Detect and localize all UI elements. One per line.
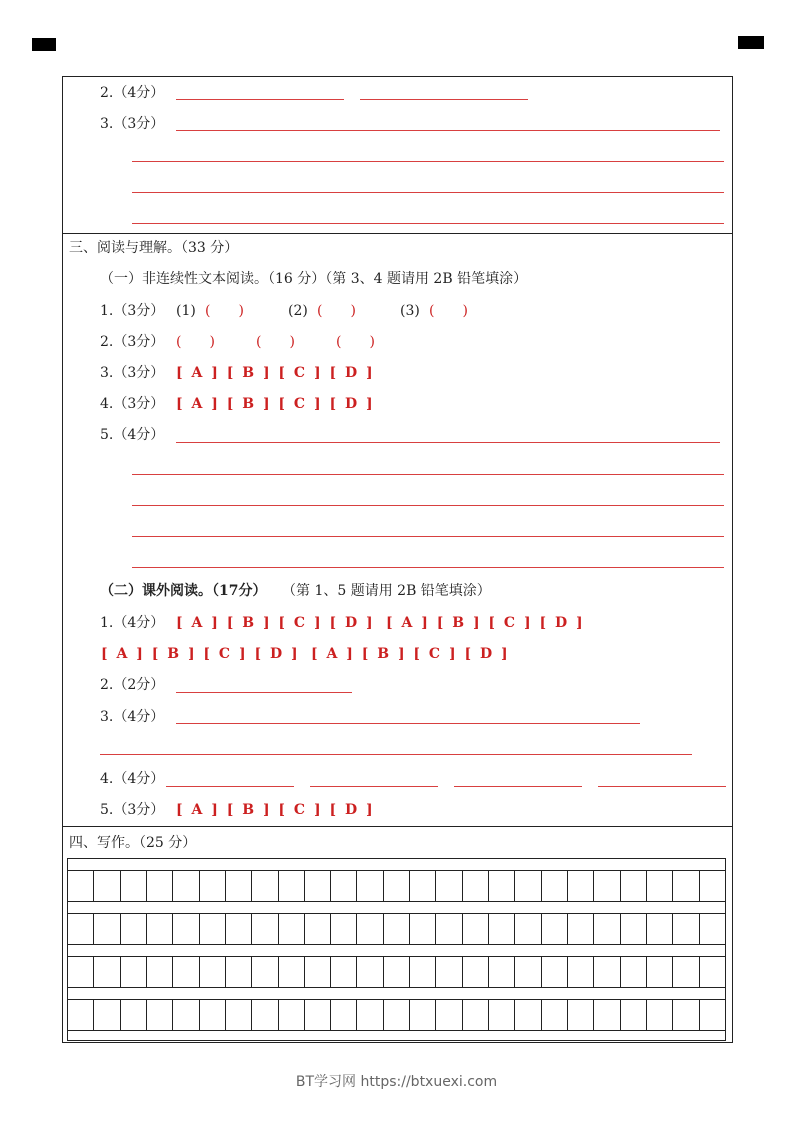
part1-q1-paren-1[interactable]: ( )	[205, 303, 244, 319]
grid-cell[interactable]	[305, 957, 331, 987]
q3-answer-line-3[interactable]	[132, 192, 724, 193]
grid-cell[interactable]	[542, 957, 568, 987]
part2-q5-options[interactable]: [ A ] [ B ] [ C ] [ D ]	[176, 802, 375, 818]
grid-row-2[interactable]	[68, 913, 725, 945]
q3-answer-line-2[interactable]	[132, 161, 724, 162]
grid-cell[interactable]	[700, 1000, 725, 1030]
grid-cell[interactable]	[436, 914, 462, 944]
grid-cell[interactable]	[94, 871, 120, 901]
grid-cell[interactable]	[279, 957, 305, 987]
grid-cell[interactable]	[68, 957, 94, 987]
grid-cell[interactable]	[621, 871, 647, 901]
part1-q1-sub3: (3)	[400, 303, 420, 319]
part2-title-bold: （二）课外阅读。（17分）	[100, 583, 267, 599]
grid-cell[interactable]	[331, 957, 357, 987]
grid-cell[interactable]	[357, 1000, 383, 1030]
q3-answer-line-1[interactable]	[176, 130, 720, 131]
grid-cell[interactable]	[673, 871, 699, 901]
grid-cell[interactable]	[621, 957, 647, 987]
q2-label: 2.（4分）	[100, 85, 165, 101]
grid-cell[interactable]	[226, 957, 252, 987]
grid-cell[interactable]	[200, 1000, 226, 1030]
grid-cell[interactable]	[384, 957, 410, 987]
part1-q1-label: 1.（3分）	[100, 303, 165, 319]
part2-title-rest: （第 1、5 题请用 2B 铅笔填涂）	[282, 583, 491, 599]
grid-cell[interactable]	[568, 914, 594, 944]
part2-q1-options-4[interactable]: [ A ] [ B ] [ C ] [ D ]	[311, 646, 510, 662]
q2-answer-line-2[interactable]	[360, 99, 528, 100]
grid-cell[interactable]	[542, 871, 568, 901]
grid-cell[interactable]	[121, 914, 147, 944]
grid-cell[interactable]	[489, 1000, 515, 1030]
grid-cell[interactable]	[384, 1000, 410, 1030]
grid-row-1[interactable]	[68, 870, 725, 902]
grid-cell[interactable]	[410, 871, 436, 901]
part2-q4-line-1[interactable]	[166, 786, 294, 787]
grid-cell[interactable]	[647, 1000, 673, 1030]
part1-q1-paren-3[interactable]: ( )	[429, 303, 468, 319]
grid-cell[interactable]	[542, 1000, 568, 1030]
grid-cell[interactable]	[463, 1000, 489, 1030]
grid-cell[interactable]	[68, 871, 94, 901]
grid-cell[interactable]	[542, 914, 568, 944]
part1-q5-line-1[interactable]	[176, 442, 720, 443]
grid-cell[interactable]	[279, 914, 305, 944]
grid-cell[interactable]	[357, 957, 383, 987]
grid-cell[interactable]	[436, 1000, 462, 1030]
grid-cell[interactable]	[568, 957, 594, 987]
grid-cell[interactable]	[252, 1000, 278, 1030]
grid-cell[interactable]	[331, 871, 357, 901]
grid-cell[interactable]	[410, 957, 436, 987]
grid-cell[interactable]	[700, 957, 725, 987]
grid-row-4[interactable]	[68, 999, 725, 1031]
grid-cell[interactable]	[121, 1000, 147, 1030]
grid-cell[interactable]	[384, 914, 410, 944]
grid-cell[interactable]	[94, 1000, 120, 1030]
part2-q1-options-2[interactable]: [ A ] [ B ] [ C ] [ D ]	[386, 615, 585, 631]
part2-q2-label: 2.（2分）	[100, 677, 165, 693]
grid-cell[interactable]	[94, 957, 120, 987]
grid-cell[interactable]	[568, 1000, 594, 1030]
grid-cell[interactable]	[673, 957, 699, 987]
grid-cell[interactable]	[568, 871, 594, 901]
grid-cell[interactable]	[594, 871, 620, 901]
grid-cell[interactable]	[147, 957, 173, 987]
grid-cell[interactable]	[121, 957, 147, 987]
grid-cell[interactable]	[700, 871, 725, 901]
part1-q5-label: 5.（4分）	[100, 427, 165, 443]
grid-cell[interactable]	[515, 957, 541, 987]
grid-cell[interactable]	[147, 1000, 173, 1030]
section4-title: 四、写作。（25 分）	[69, 835, 197, 851]
part2-q3-line-1[interactable]	[176, 723, 640, 724]
q2-answer-line-1[interactable]	[176, 99, 344, 100]
section3-title: 三、阅读与理解。（33 分）	[69, 240, 239, 256]
grid-cell[interactable]	[252, 871, 278, 901]
part1-q5-line-5[interactable]	[132, 567, 724, 568]
part1-q3-options[interactable]: [ A ] [ B ] [ C ] [ D ]	[176, 365, 375, 381]
grid-cell[interactable]	[252, 914, 278, 944]
grid-cell[interactable]	[173, 871, 199, 901]
grid-cell[interactable]	[647, 914, 673, 944]
part1-q3-label: 3.（3分）	[100, 365, 165, 381]
part1-q4-label: 4.（3分）	[100, 396, 165, 412]
part2-q4-line-4[interactable]	[598, 786, 726, 787]
part1-q2-paren-3[interactable]: ( )	[336, 334, 375, 350]
part2-q3-label: 3.（4分）	[100, 709, 165, 725]
grid-cell[interactable]	[305, 871, 331, 901]
grid-cell[interactable]	[226, 871, 252, 901]
grid-cell[interactable]	[200, 914, 226, 944]
grid-cell[interactable]	[147, 871, 173, 901]
grid-cell[interactable]	[357, 871, 383, 901]
grid-cell[interactable]	[305, 1000, 331, 1030]
grid-cell[interactable]	[673, 914, 699, 944]
part1-q2-paren-2[interactable]: ( )	[256, 334, 295, 350]
grid-cell[interactable]	[621, 914, 647, 944]
grid-cell[interactable]	[515, 1000, 541, 1030]
grid-cell[interactable]	[279, 1000, 305, 1030]
grid-cell[interactable]	[200, 957, 226, 987]
part2-q4-line-3[interactable]	[454, 786, 582, 787]
grid-cell[interactable]	[594, 914, 620, 944]
grid-cell[interactable]	[489, 871, 515, 901]
part2-q5-label: 5.（3分）	[100, 802, 165, 818]
grid-cell[interactable]	[463, 957, 489, 987]
grid-cell[interactable]	[121, 871, 147, 901]
grid-cell[interactable]	[357, 914, 383, 944]
grid-cell[interactable]	[436, 957, 462, 987]
grid-cell[interactable]	[436, 871, 462, 901]
grid-cell[interactable]	[463, 871, 489, 901]
part1-q5-line-2[interactable]	[132, 474, 724, 475]
grid-cell[interactable]	[305, 914, 331, 944]
grid-cell[interactable]	[621, 1000, 647, 1030]
grid-cell[interactable]	[489, 914, 515, 944]
grid-cell[interactable]	[331, 1000, 357, 1030]
grid-cell[interactable]	[68, 914, 94, 944]
grid-cell[interactable]	[463, 914, 489, 944]
grid-cell[interactable]	[226, 1000, 252, 1030]
grid-cell[interactable]	[173, 1000, 199, 1030]
q3-label: 3.（3分）	[100, 116, 165, 132]
part1-q1-sub1: (1)	[176, 303, 196, 319]
part1-q2-paren-1[interactable]: ( )	[176, 334, 215, 350]
part1-q2-label: 2.（3分）	[100, 334, 165, 350]
grid-cell[interactable]	[673, 1000, 699, 1030]
grid-cell[interactable]	[331, 914, 357, 944]
grid-cell[interactable]	[94, 914, 120, 944]
part1-q4-options[interactable]: [ A ] [ B ] [ C ] [ D ]	[176, 396, 375, 412]
part1-q1-sub2: (2)	[288, 303, 308, 319]
grid-cell[interactable]	[515, 914, 541, 944]
part1-title: （一）非连续性文本阅读。（16 分）（第 3、4 题请用 2B 铅笔填涂）	[100, 271, 528, 287]
frame-section-three	[62, 233, 733, 827]
part1-q5-line-3[interactable]	[132, 505, 724, 506]
grid-cell[interactable]	[147, 914, 173, 944]
part2-q1-options-3[interactable]: [ A ] [ B ] [ C ] [ D ]	[101, 646, 300, 662]
grid-cell[interactable]	[489, 957, 515, 987]
grid-cell[interactable]	[410, 914, 436, 944]
part2-q3-line-2[interactable]	[100, 754, 692, 755]
q3-answer-line-4[interactable]	[132, 223, 724, 224]
grid-cell[interactable]	[68, 1000, 94, 1030]
grid-cell[interactable]	[647, 871, 673, 901]
footer-watermark: BT学习网 https://btxuexi.com	[295, 1074, 498, 1090]
grid-cell[interactable]	[700, 914, 725, 944]
part1-q5-line-4[interactable]	[132, 536, 724, 537]
grid-cell[interactable]	[647, 957, 673, 987]
writing-grid	[67, 858, 726, 1041]
part1-q1-paren-2[interactable]: ( )	[317, 303, 356, 319]
grid-cell[interactable]	[594, 957, 620, 987]
part2-q1-label: 1.（4分）	[100, 615, 165, 631]
grid-cell[interactable]	[410, 1000, 436, 1030]
grid-cell[interactable]	[200, 871, 226, 901]
grid-cell[interactable]	[384, 871, 410, 901]
grid-row-3[interactable]	[68, 956, 725, 988]
part2-q1-options-1[interactable]: [ A ] [ B ] [ C ] [ D ]	[176, 615, 375, 631]
grid-cell[interactable]	[226, 914, 252, 944]
registration-mark-right	[738, 36, 764, 49]
grid-cell[interactable]	[173, 914, 199, 944]
part2-q2-line[interactable]	[176, 692, 352, 693]
part2-q4-label: 4.（4分）	[100, 771, 165, 787]
grid-cell[interactable]	[515, 871, 541, 901]
registration-mark-left	[32, 38, 56, 51]
grid-cell[interactable]	[279, 871, 305, 901]
grid-cell[interactable]	[594, 1000, 620, 1030]
grid-cell[interactable]	[173, 957, 199, 987]
part2-q4-line-2[interactable]	[310, 786, 438, 787]
grid-cell[interactable]	[252, 957, 278, 987]
